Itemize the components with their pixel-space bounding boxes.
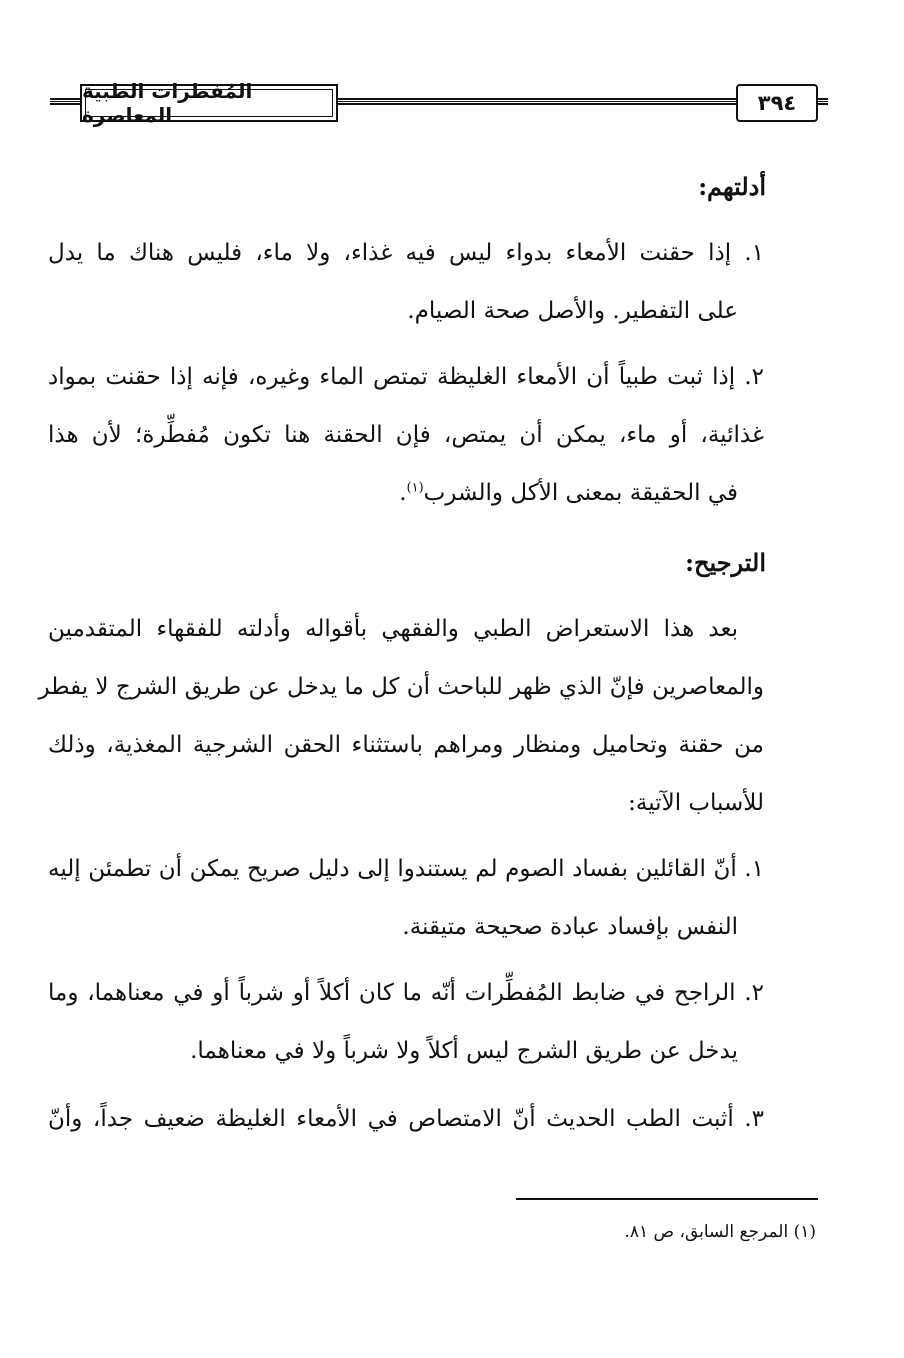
reason-3-line-1: ٣. أثبت الطب الحديث أنّ الامتصاص في الأمعاء الغليظة ضعيف جداً، وأنّ (48, 1106, 764, 1132)
evidence-2-line-3 (48, 480, 738, 506)
tarjih-line-1: بعد هذا الاستعراض الطبي والفقهي بأقواله وأدلته للفقهاء المتقدمين (48, 616, 738, 642)
reason-1-line-2: النفس بإفساد عبادة صحيحة متيقنة. (402, 914, 738, 940)
evidence-2-line-3-text: في الحقيقة بمعنى الأكل والشرب (423, 480, 738, 506)
tarjih-line-4: للأسباب الآتية: (628, 790, 764, 816)
header-rule-middle (338, 98, 736, 105)
book-title (80, 79, 338, 127)
evidence-1-line-2: على التفطير. والأصل صحة الصيام. (407, 298, 738, 324)
evidence-1-line-1: ١. إذا حقنت الأمعاء بدواء ليس فيه غذاء، ولا ماء، فليس هناك ما يدل (48, 240, 764, 266)
book-title-text: المُفطرات الطبية المعاصرة (82, 79, 253, 127)
evidence-2-line-2: غذائية، أو ماء، يمكن أن يمتص، فإن الحقنة هنا تكون مُفطِّرة؛ لأن هذا (48, 422, 764, 448)
footnote-reference: (١) (406, 480, 424, 496)
footnote: (١) المرجع السابق، ص ٨١. (624, 1222, 816, 1242)
reason-2-line-2: يدخل عن طريق الشرج ليس أكلاً ولا شرباً ولا في معناهما. (190, 1038, 738, 1064)
reason-2-line-1: ٢. الراجح في ضابط المُفطِّرات أنّه ما كان أكلاً أو شرباً أو في معناهما، وما (48, 980, 764, 1006)
header-rule-right (818, 98, 828, 105)
evidence-2-line-1: ٢. إذا ثبت طبياً أن الأمعاء الغليظة تمتص الماء وغيره، فإنه إذا حقنت بمواد (48, 364, 764, 390)
footnote-separator (516, 1198, 818, 1200)
page-header (50, 79, 828, 127)
tarjih-line-3: من حقنة وتحاميل ومنظار ومراهم باستثناء الحقن الشرجية المغذية، وذلك (48, 732, 764, 758)
header-rule-left (50, 98, 80, 105)
page-number-text: ٣٩٤ (757, 91, 797, 115)
tarjih-line-2: والمعاصرين فإنّ الذي ظهر للباحث أن كل ما يدخل عن طريق الشرج لا يفطر (38, 674, 764, 700)
page-number (736, 84, 818, 122)
reason-1-line-1: ١. أنّ القائلين بفساد الصوم لم يستندوا إلى دليل صريح يمكن أن تطمئن إليه (48, 856, 764, 882)
heading-tarjih: الترجيح: (685, 548, 766, 577)
evidence-2-line-3-end: . (399, 480, 407, 506)
heading-evidence: أدلتهم: (698, 172, 766, 201)
